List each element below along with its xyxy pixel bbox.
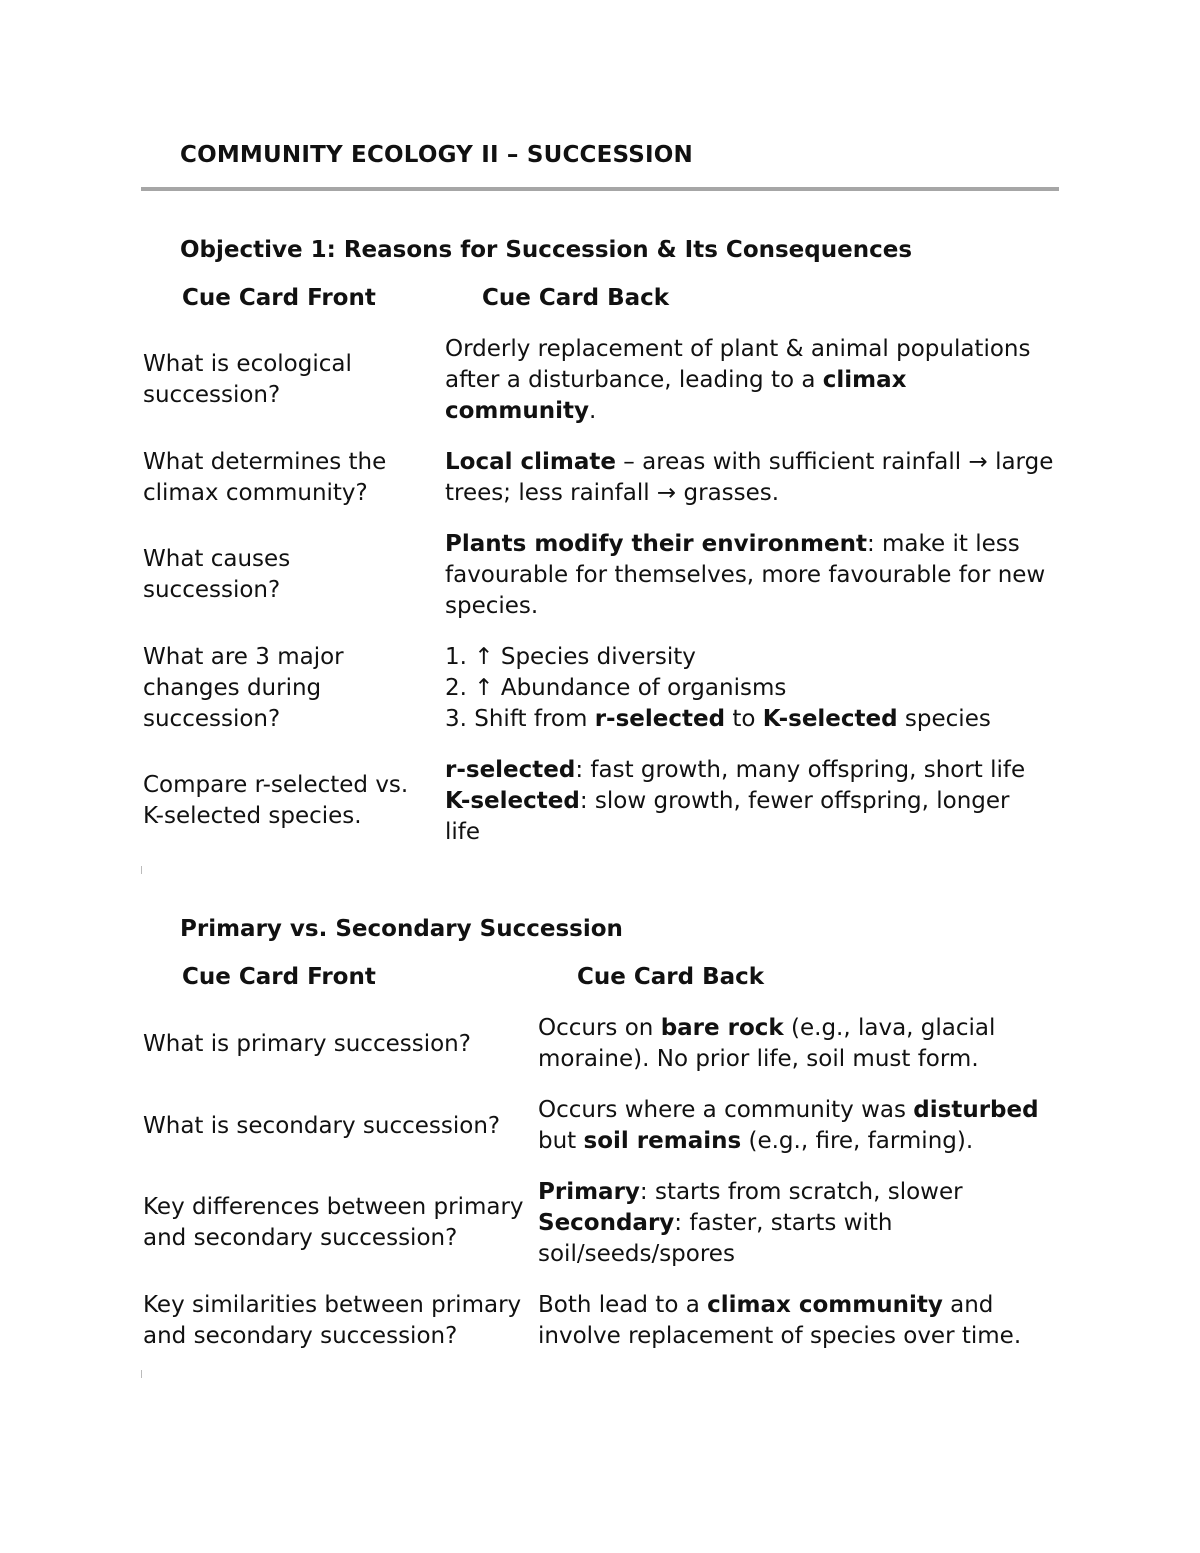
bold-text: Local climate [445, 449, 616, 475]
bold-text: r-selected [445, 757, 576, 783]
text-run: : slow growth, fewer offspring, longer life [445, 788, 1010, 845]
answer-line [445, 673, 1055, 704]
bold-text: climax community [707, 1292, 943, 1318]
bold-text: climax community [445, 367, 907, 424]
text-run: : starts from scratch, slower [639, 1179, 963, 1205]
title-divider [141, 187, 1059, 191]
text-run: Occurs where a community was [538, 1097, 914, 1123]
s1-back-cell [445, 334, 1055, 427]
s2-front-cell: Key similarities between primary and secondary succession? [143, 1292, 522, 1349]
bold-text: disturbed [913, 1097, 1039, 1123]
text-run: – areas with sufficient rainfall → large trees; less rainfall → grasses. [445, 449, 1054, 506]
s2-back-cell [538, 1013, 1058, 1075]
table-end-marker [141, 866, 142, 874]
text-run: Occurs on [538, 1015, 661, 1041]
answer-line [445, 755, 1045, 786]
section-1-back-header: Cue Card Back [482, 285, 670, 311]
s2-front-cell: What is primary succession? [143, 1031, 471, 1057]
section-2-back-header: Cue Card Back [577, 964, 765, 990]
text-run: (e.g., fire, farming). [741, 1128, 974, 1154]
text-run: 1. ↑ Species diversity [445, 644, 696, 670]
section-2-heading: Primary vs. Secondary Succession [180, 916, 623, 942]
text-run: Orderly replacement of plant & animal populations after a disturbance, leading to a [445, 336, 1031, 393]
answer-line [445, 786, 1045, 848]
text-run: : faster, starts with soil/seeds/spores [538, 1210, 893, 1267]
bold-text: K-selected [762, 706, 898, 732]
answer-line [445, 704, 1055, 735]
text-run: species [897, 706, 991, 732]
text-run: : fast growth, many offspring, short life [575, 757, 1026, 783]
s2-front-cell: What is secondary succession? [143, 1113, 501, 1139]
text-run: (e.g., lava, glacial moraine). No prior life, soil must form. [538, 1015, 996, 1072]
text-run: : make it less favourable for themselves, more favourable for new species. [445, 531, 1046, 619]
bold-text: Secondary [538, 1210, 675, 1236]
bold-text: soil remains [583, 1128, 742, 1154]
answer-line [538, 1177, 1058, 1208]
text-run: but [538, 1128, 584, 1154]
section-2-front-header: Cue Card Front [182, 964, 376, 990]
bold-text: r-selected [594, 706, 726, 732]
s1-front-cell: Compare r-selected vs. K-selected species. [143, 772, 409, 829]
answer-line [445, 642, 1055, 673]
text-run: 2. ↑ Abundance of organisms [445, 675, 787, 701]
s1-back-cell [445, 755, 1045, 848]
s1-back-cell [445, 642, 1055, 735]
bold-text: Plants modify their environment [445, 531, 867, 557]
table-end-marker [141, 1370, 142, 1378]
s1-front-cell: What causes succession? [143, 546, 291, 603]
s2-back-cell [538, 1290, 1058, 1352]
s2-back-cell [538, 1177, 1058, 1270]
s1-back-cell [445, 447, 1055, 509]
answer-line [538, 1208, 1058, 1270]
bold-text: K-selected [445, 788, 580, 814]
s2-front-cell: Key differences between primary and secondary succession? [143, 1194, 524, 1251]
bold-text: bare rock [660, 1015, 784, 1041]
text-run: to [725, 706, 763, 732]
s2-back-cell [538, 1095, 1058, 1157]
s1-front-cell: What determines the climax community? [143, 449, 387, 506]
s1-front-cell: What is ecological succession? [143, 351, 352, 408]
s1-back-cell [445, 529, 1055, 622]
section-1-heading: Objective 1: Reasons for Succession & Its Consequences [180, 237, 913, 263]
text-run: Both lead to a [538, 1292, 708, 1318]
document-title: COMMUNITY ECOLOGY II – SUCCESSION [180, 142, 694, 168]
text-run: . [589, 398, 597, 424]
text-run: and involve replacement of species over time. [538, 1292, 1022, 1349]
section-1-front-header: Cue Card Front [182, 285, 376, 311]
bold-text: Primary [538, 1179, 640, 1205]
s1-front-cell: What are 3 major changes during succession? [143, 644, 344, 732]
text-run: 3. Shift from [445, 706, 595, 732]
